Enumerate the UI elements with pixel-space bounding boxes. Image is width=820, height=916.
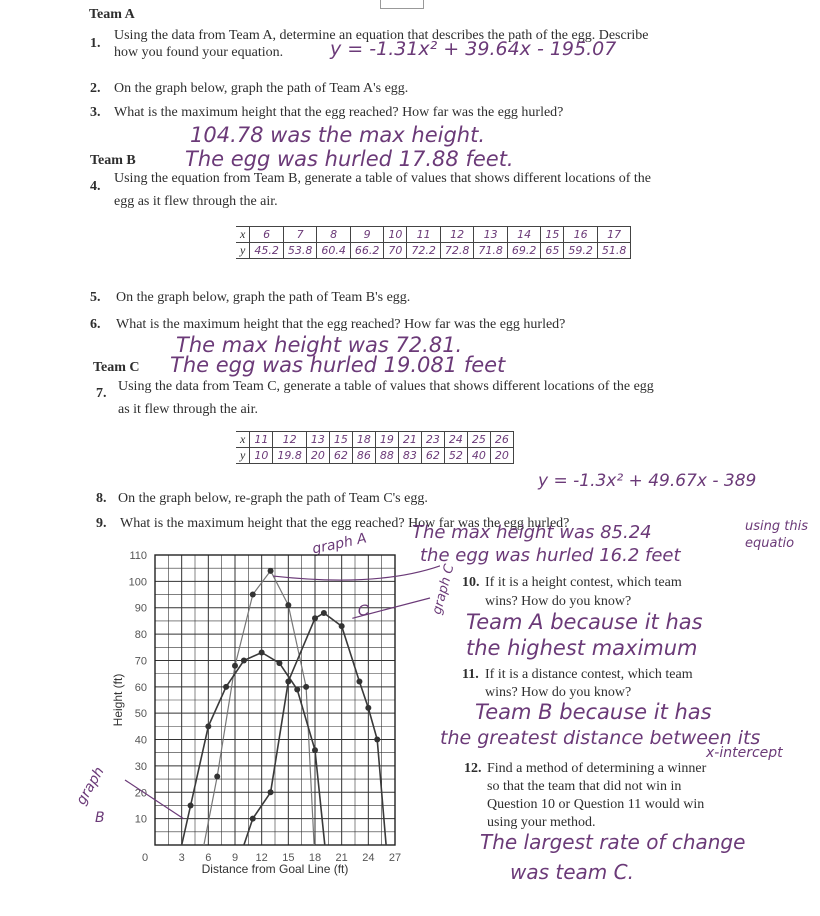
y-tick-label: 70 — [134, 655, 147, 668]
q3-answer-2: The egg was hurled 17.88 feet. — [185, 147, 514, 171]
data-point — [259, 650, 265, 656]
team-b-x-cell: 12 — [440, 227, 474, 243]
q3-text: What is the maximum height that the egg reached? How far was the egg hurled? — [114, 105, 564, 120]
q10-answer-2: the highest maximum — [466, 636, 698, 660]
y-axis-title: Height (ft) — [111, 673, 125, 727]
team-c-x-label: x — [236, 432, 250, 448]
team-b-y-cell: 51.8 — [597, 243, 631, 259]
team-c-table — [236, 431, 514, 464]
team-c-y-cell: 10 — [250, 448, 273, 464]
q3-answer-1: 104.78 was the max height. — [190, 123, 485, 147]
team-b-y-cell: 53.8 — [283, 243, 317, 259]
team-c-x-cell: 11 — [250, 432, 273, 448]
y-tick-label: 50 — [134, 708, 147, 721]
x-tick-label: 9 — [231, 852, 239, 864]
team-c-x-cell: 23 — [421, 432, 444, 448]
curve-c-label: C — [357, 602, 370, 620]
y-tick-label: 80 — [134, 629, 147, 642]
q11-text-2: wins? How do you know? — [485, 685, 632, 700]
team-b-x-cell: 17 — [597, 227, 631, 243]
team-c-y-cell: 20 — [306, 448, 329, 464]
team-c-x-cell: 18 — [352, 432, 375, 448]
team-b-heading: Team B — [90, 153, 136, 168]
team-c-y-cell: 19.8 — [273, 448, 307, 464]
q11-text-1: If it is a distance contest, which team — [485, 667, 693, 682]
x-tick-label: 12 — [255, 852, 268, 864]
number-8: 8. — [96, 491, 107, 506]
q12-text-4: using your method. — [487, 815, 596, 830]
team-b-y-label: y — [236, 243, 250, 259]
data-point — [214, 773, 220, 779]
team-c-y-cell: 40 — [467, 448, 490, 464]
arrow-graph-a — [273, 555, 440, 580]
team-c-x-cell: 13 — [306, 432, 329, 448]
number-6: 6. — [90, 317, 101, 332]
team-c-row-x — [236, 432, 513, 448]
x-tick-label: 18 — [308, 852, 322, 864]
q4-text: Using the equation from Team B, generate a table of values that shows different locations of the — [114, 171, 651, 186]
q2-text: On the graph below, graph the path of Team A's egg. — [114, 81, 409, 96]
q9-text: What is the maximum height that the egg reached? How far was the egg hurled? — [120, 516, 570, 531]
number-3: 3. — [90, 105, 101, 120]
y-tick-label: 90 — [134, 602, 147, 615]
data-point — [285, 602, 291, 608]
team-b-x-cell: 7 — [283, 227, 317, 243]
q7-text-2: as it flew through the air. — [118, 402, 258, 417]
q6-answer-1: The max height was 72.81. — [176, 333, 463, 357]
team-c-y-cell: 83 — [398, 448, 421, 464]
y-tick-label: 10 — [134, 813, 147, 826]
x-tick-label: 15 — [282, 852, 295, 864]
team-b-x-label: x — [236, 227, 250, 243]
q1-text-2: how you found your equation. — [114, 45, 284, 60]
team-b-x-cell: 6 — [250, 227, 284, 243]
data-point — [250, 592, 256, 598]
data-point — [356, 679, 362, 685]
q12-text-3: Question 10 or Question 11 would win — [487, 797, 705, 812]
y-tick-label: 60 — [134, 681, 147, 694]
q12-answer-2: was team C. — [510, 860, 634, 884]
q9-note: using this equatio — [745, 519, 808, 551]
team-c-y-cell: 20 — [490, 448, 513, 464]
team-b-x-cell: 8 — [317, 227, 351, 243]
team-c-heading: Team C — [93, 360, 140, 375]
x-axis-title: Distance from Goal Line (ft) — [201, 862, 349, 876]
data-point — [205, 723, 211, 729]
q10-answer-1: Team A because it has — [466, 610, 703, 634]
data-point — [223, 684, 229, 690]
q12-text-1: Find a method of determining a winner — [487, 761, 707, 776]
data-point — [188, 802, 194, 808]
number-4: 4. — [90, 179, 101, 194]
data-point — [294, 686, 300, 692]
data-point — [312, 747, 318, 753]
data-point — [312, 615, 318, 621]
trajectory-chart — [100, 550, 440, 890]
x-tick-label: 6 — [205, 852, 212, 864]
graph-a-note: graph A — [310, 530, 369, 558]
number-12: 12. — [464, 761, 482, 776]
team-b-y-cell: 65 — [541, 243, 564, 259]
number-1: 1. — [90, 36, 101, 51]
graph-b-note-1: graph — [73, 764, 108, 808]
y-tick-label: 30 — [134, 760, 147, 773]
team-b-y-cell: 71.8 — [474, 243, 508, 259]
team-b-x-cell: 13 — [474, 227, 508, 243]
data-point — [285, 679, 291, 685]
team-c-row-y — [236, 448, 513, 464]
team-b-y-cell: 45.2 — [250, 243, 284, 259]
q6-text: What is the maximum height that the egg reached? How far was the egg hurled? — [116, 317, 566, 332]
team-b-y-cell: 59.2 — [564, 243, 598, 259]
team-b-row-y — [236, 243, 631, 259]
team-c-y-cell: 52 — [444, 448, 467, 464]
q5-text: On the graph below, graph the path of Team B's egg. — [116, 290, 411, 305]
number-11: 11. — [462, 667, 479, 682]
team-c-x-cell: 21 — [398, 432, 421, 448]
number-7: 7. — [96, 386, 107, 401]
graph-c-note: graph C — [429, 562, 458, 617]
x-tick-label: 21 — [335, 852, 348, 864]
data-point — [232, 663, 238, 669]
team-c-y-label: y — [236, 448, 250, 464]
team-b-y-cell: 66.2 — [350, 243, 384, 259]
team-c-x-cell: 19 — [375, 432, 398, 448]
team-b-row-x — [236, 227, 631, 243]
q1-text: Using the data from Team A, determine an equation that describes the path of the egg. Describe — [114, 28, 649, 43]
y-tick-label: 40 — [134, 734, 147, 747]
data-point — [303, 684, 309, 690]
number-10: 10. — [462, 575, 480, 590]
team-b-x-cell: 9 — [350, 227, 384, 243]
team-c-x-cell: 15 — [329, 432, 352, 448]
series-line-team-a — [204, 571, 314, 845]
q11-answer-2: the greatest distance between its — [440, 727, 761, 749]
number-9: 9. — [96, 516, 107, 531]
top-box — [380, 0, 424, 9]
graph-b-note-2: B — [95, 810, 105, 826]
y-tick-label: 100 — [128, 576, 147, 589]
q1-answer: y = -1.31x² + 39.64x - 195.07 — [330, 38, 617, 60]
team-a-heading: Team A — [89, 7, 135, 22]
q12-answer-1: The largest rate of change — [480, 830, 746, 854]
x-tick-label: 3 — [178, 852, 185, 864]
q7-text: Using the data from Team C, generate a table of values that shows different locations of the egg — [118, 379, 654, 394]
y-tick-label: 20 — [134, 787, 147, 800]
team-b-x-cell: 10 — [384, 227, 407, 243]
data-point — [365, 705, 371, 711]
team-b-table — [236, 226, 631, 259]
team-c-x-cell: 26 — [490, 432, 513, 448]
q11-answer-3: x-intercept — [706, 745, 783, 761]
team-b-x-cell: 16 — [564, 227, 598, 243]
team-c-equation: y = -1.3x² + 49.67x - 389 — [538, 471, 757, 491]
q12-text-2: so that the team that did not win in — [487, 779, 682, 794]
team-b-y-cell: 72.2 — [407, 243, 441, 259]
q8-text: On the graph below, re-graph the path of Team C's egg. — [118, 491, 428, 506]
q4-text-2: egg as it flew through the air. — [114, 194, 278, 209]
data-point — [276, 660, 282, 666]
q9-answer-1: The max height was 85.24 — [412, 522, 652, 543]
team-b-y-cell: 60.4 — [317, 243, 351, 259]
data-point — [241, 657, 247, 663]
data-point — [339, 623, 345, 629]
q10-text-2: wins? How do you know? — [485, 594, 632, 609]
team-b-y-cell: 70 — [384, 243, 407, 259]
data-point — [268, 789, 274, 795]
x-tick-label: 24 — [362, 852, 375, 864]
number-5: 5. — [90, 290, 101, 305]
team-c-x-cell: 12 — [273, 432, 307, 448]
y-tick-label: 110 — [129, 550, 147, 562]
x-tick-label: 0 — [141, 852, 149, 864]
q10-text-1: If it is a height contest, which team — [485, 575, 682, 590]
team-c-x-cell: 24 — [444, 432, 467, 448]
team-c-y-cell: 86 — [352, 448, 375, 464]
team-b-y-cell: 72.8 — [440, 243, 474, 259]
q6-answer-2: The egg was hurled 19.081 feet — [170, 353, 506, 377]
team-b-y-cell: 69.2 — [507, 243, 541, 259]
data-point — [268, 568, 274, 574]
team-c-x-cell: 25 — [467, 432, 490, 448]
data-point — [321, 610, 327, 616]
team-c-y-cell: 62 — [329, 448, 352, 464]
q11-answer-1: Team B because it has — [475, 700, 712, 724]
team-b-x-cell: 14 — [507, 227, 541, 243]
data-point — [250, 816, 256, 822]
number-2: 2. — [90, 81, 101, 96]
team-c-y-cell: 88 — [375, 448, 398, 464]
q9-answer-2: the egg was hurled 16.2 feet — [420, 545, 681, 566]
team-b-x-cell: 11 — [407, 227, 441, 243]
team-c-y-cell: 62 — [421, 448, 444, 464]
data-point — [374, 737, 380, 743]
team-b-x-cell: 15 — [541, 227, 564, 243]
x-tick-label: 27 — [388, 852, 402, 864]
